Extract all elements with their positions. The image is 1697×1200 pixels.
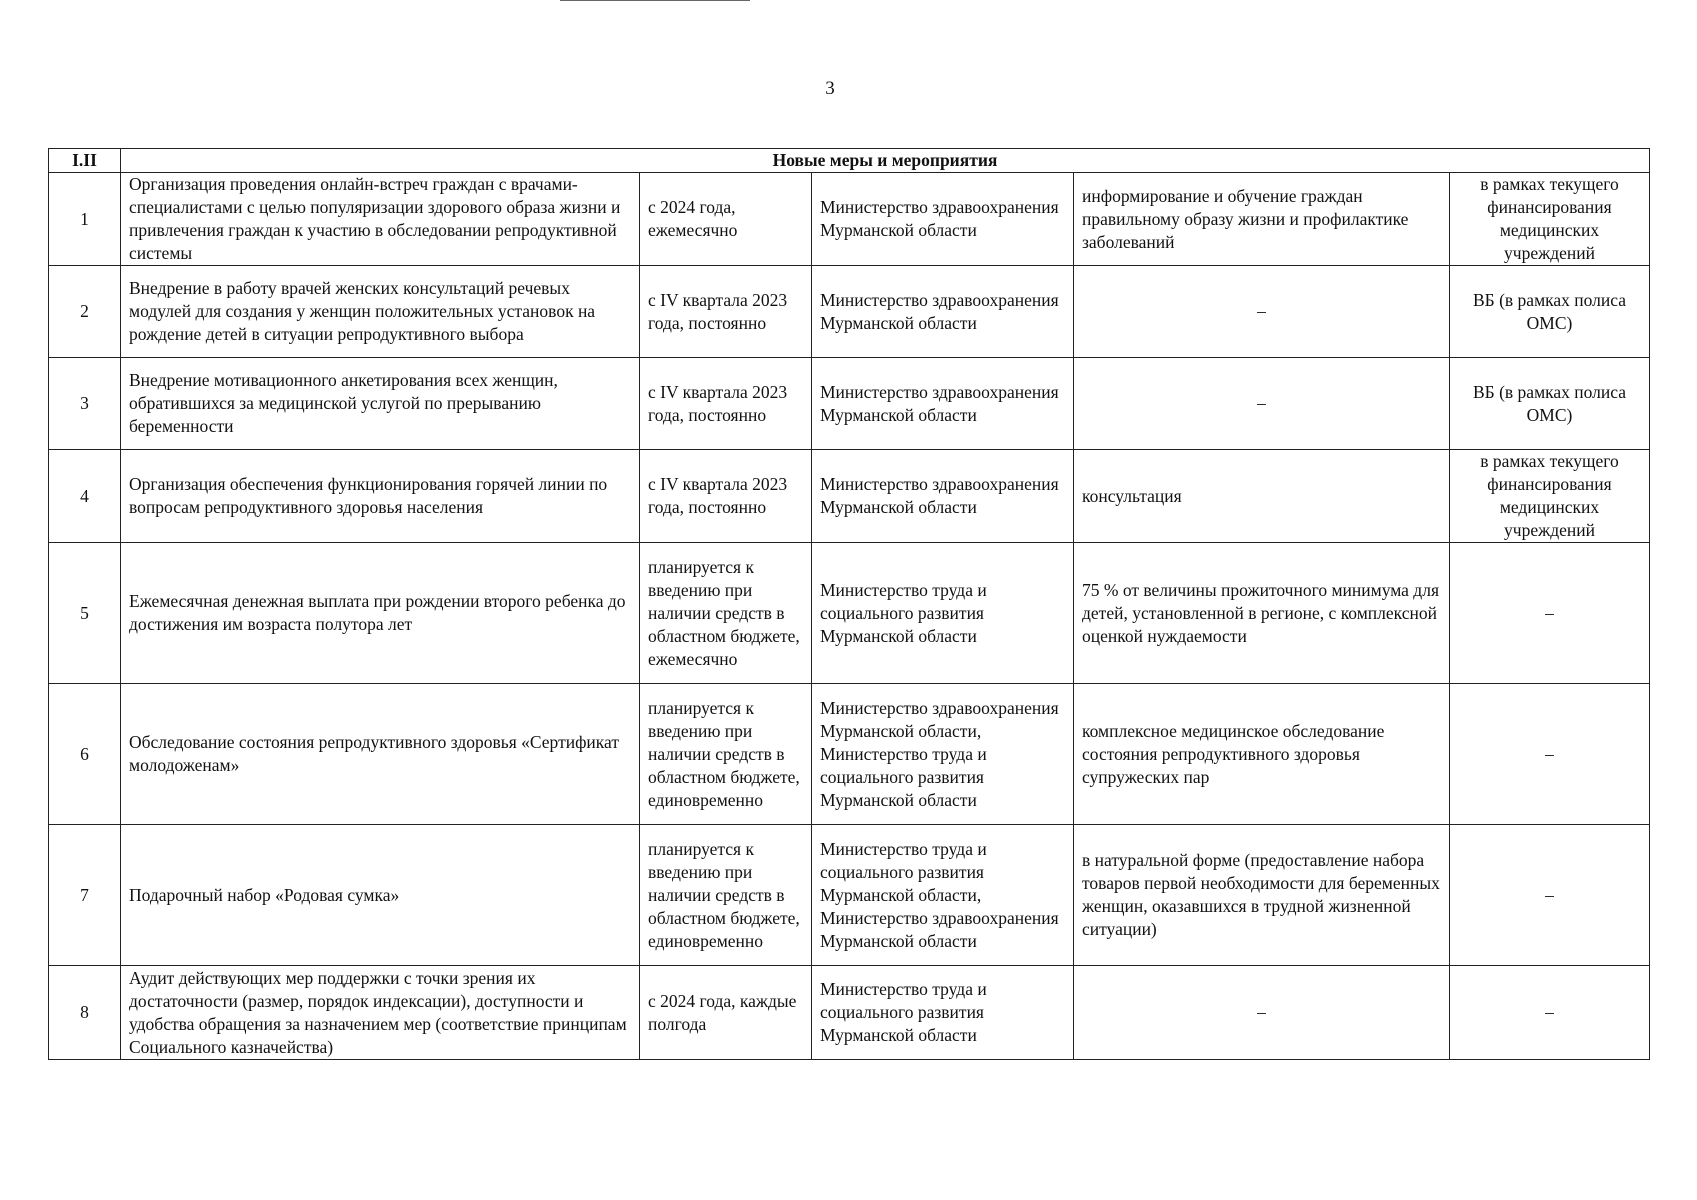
funding-cell: –	[1450, 966, 1650, 1060]
period-cell: планируется к введению при наличии средств в областном бюджете, ежемесячно	[640, 543, 812, 684]
content-cell: информирование и обучение граждан правильному образу жизни и профилактике заболеваний	[1074, 173, 1450, 266]
content-cell: консультация	[1074, 450, 1450, 543]
row-number: 2	[49, 266, 121, 358]
page-number: 3	[825, 78, 835, 99]
content-cell: –	[1074, 266, 1450, 358]
executor-cell: Министерство здравоохранения Мурманской области	[812, 358, 1074, 450]
period-cell: с IV квартала 2023 года, постоянно	[640, 358, 812, 450]
measure-cell: Ежемесячная денежная выплата при рождении второго ребенка до достижения им возраста полутора лет	[121, 543, 640, 684]
measure-cell: Подарочный набор «Родовая сумка»	[121, 825, 640, 966]
content-cell: –	[1074, 358, 1450, 450]
measure-cell: Организация проведения онлайн-встреч граждан с врачами-специалистами с целью популяризации здорового образа жизни и привлечения граждан к участию в обследовании репродуктивной системы	[121, 173, 640, 266]
row-number: 4	[49, 450, 121, 543]
funding-cell: ВБ (в рамках полиса ОМС)	[1450, 358, 1650, 450]
measure-cell: Внедрение мотивационного анкетирования всех женщин, обратившихся за медицинской услугой по прерыванию беременности	[121, 358, 640, 450]
table-row	[49, 684, 1650, 825]
funding-cell: в рамках текущего финансирования медицинских учреждений	[1450, 173, 1650, 266]
executor-cell: Министерство здравоохранения Мурманской области, Министерство труда и социального развития Мурманской области	[812, 684, 1074, 825]
executor-cell: Министерство здравоохранения Мурманской области	[812, 266, 1074, 358]
table-row	[49, 358, 1650, 450]
table-row	[49, 173, 1650, 266]
content-cell: 75 % от величины прожиточного минимума для детей, установленной в регионе, с комплексной оценкой нуждаемости	[1074, 543, 1450, 684]
funding-cell: –	[1450, 684, 1650, 825]
executor-cell: Министерство здравоохранения Мурманской области	[812, 450, 1074, 543]
table-row	[49, 450, 1650, 543]
measure-cell: Внедрение в работу врачей женских консультаций речевых модулей для создания у женщин положительных установок на рождение детей в ситуации репродуктивного выбора	[121, 266, 640, 358]
funding-cell: в рамках текущего финансирования медицинских учреждений	[1450, 450, 1650, 543]
row-number: 5	[49, 543, 121, 684]
executor-cell: Министерство труда и социального развития Мурманской области, Министерство здравоохранения Мурманской области	[812, 825, 1074, 966]
table-row	[49, 966, 1650, 1060]
period-cell: с IV квартала 2023 года, постоянно	[640, 266, 812, 358]
period-cell: с 2024 года, каждые полгода	[640, 966, 812, 1060]
section-title: Новые меры и мероприятия	[121, 149, 1650, 173]
content-cell: комплексное медицинское обследование состояния репродуктивного здоровья супружеских пар	[1074, 684, 1450, 825]
period-cell: планируется к введению при наличии средств в областном бюджете, единовременно	[640, 684, 812, 825]
row-number: 7	[49, 825, 121, 966]
content-cell: в натуральной форме (предоставление набора товаров первой необходимости для беременных женщин, оказавшихся в трудной жизненной ситуации)	[1074, 825, 1450, 966]
scan-artifact-line	[560, 0, 750, 1]
period-cell: планируется к введению при наличии средств в областном бюджете, единовременно	[640, 825, 812, 966]
measure-cell: Обследование состояния репродуктивного здоровья «Сертификат молодоженам»	[121, 684, 640, 825]
table-row	[49, 825, 1650, 966]
funding-cell: –	[1450, 825, 1650, 966]
period-cell: с IV квартала 2023 года, постоянно	[640, 450, 812, 543]
measure-cell: Организация обеспечения функционирования горячей линии по вопросам репродуктивного здоровья населения	[121, 450, 640, 543]
section-code: I.II	[49, 149, 121, 173]
table-row	[49, 266, 1650, 358]
measure-cell: Аудит действующих мер поддержки с точки зрения их достаточности (размер, порядок индексации), доступности и удобства обращения за назначением мер (соответствие принципам Социального казначейства)	[121, 966, 640, 1060]
row-number: 1	[49, 173, 121, 266]
executor-cell: Министерство здравоохранения Мурманской области	[812, 173, 1074, 266]
measures-table	[48, 148, 1650, 1060]
row-number: 6	[49, 684, 121, 825]
table-row	[49, 543, 1650, 684]
executor-cell: Министерство труда и социального развития Мурманской области	[812, 966, 1074, 1060]
funding-cell: –	[1450, 543, 1650, 684]
funding-cell: ВБ (в рамках полиса ОМС)	[1450, 266, 1650, 358]
period-cell: с 2024 года, ежемесячно	[640, 173, 812, 266]
content-cell: –	[1074, 966, 1450, 1060]
section-header-row	[49, 149, 1650, 173]
row-number: 3	[49, 358, 121, 450]
executor-cell: Министерство труда и социального развития Мурманской области	[812, 543, 1074, 684]
row-number: 8	[49, 966, 121, 1060]
